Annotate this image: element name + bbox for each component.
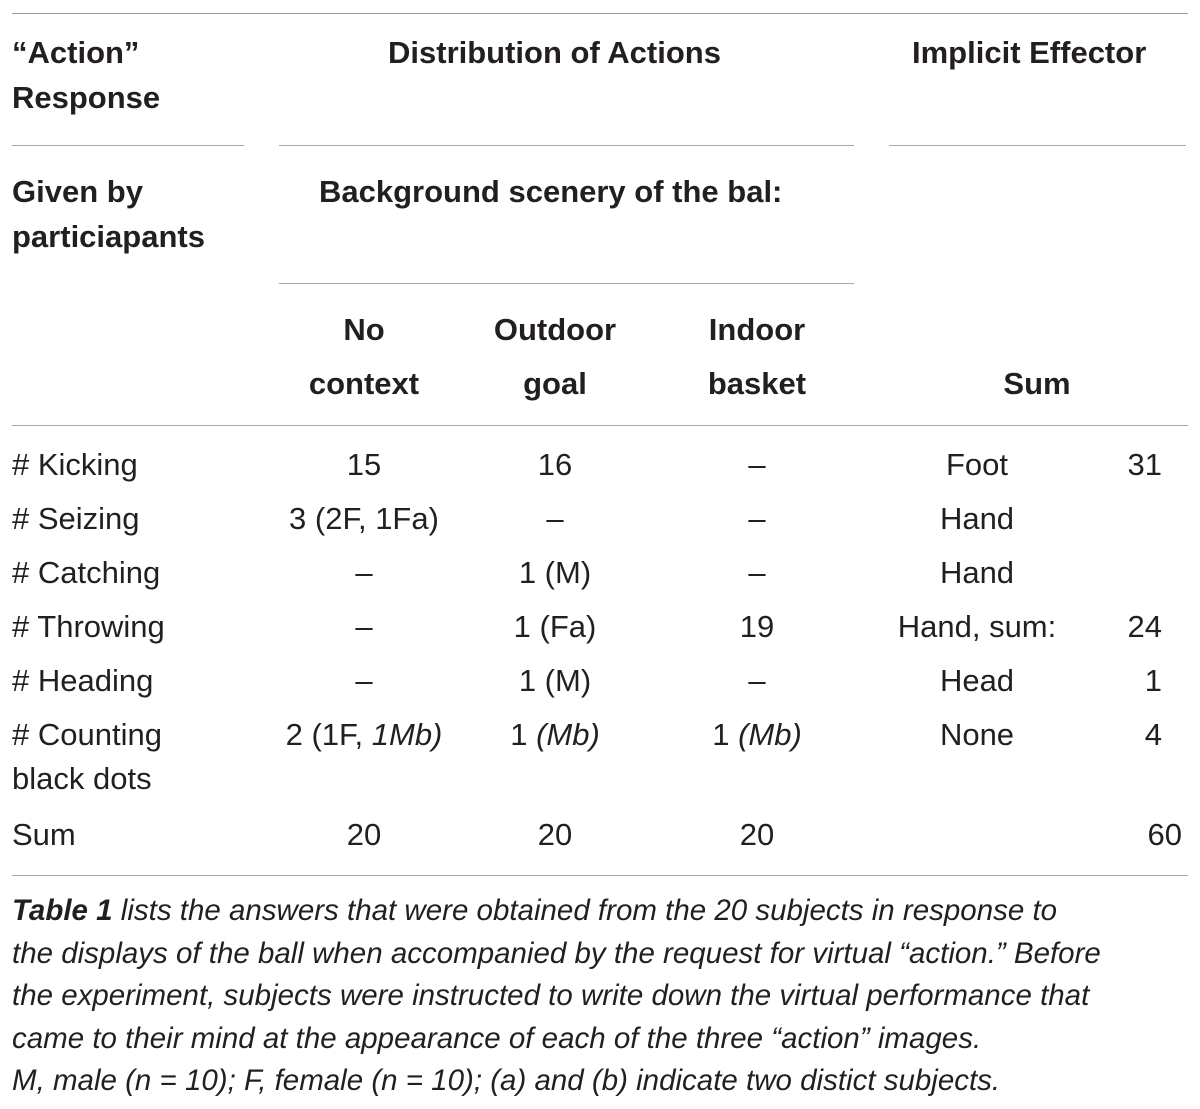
header-no-context-line2: context bbox=[308, 366, 420, 401]
row-action: # Counting bbox=[12, 717, 162, 752]
table-bottom-rule bbox=[12, 875, 1188, 876]
row-effector: None bbox=[939, 717, 1015, 752]
row-outdoor: 20 bbox=[537, 817, 573, 852]
caption-table-ref: Table 1 bbox=[12, 894, 113, 927]
header-action-line2: Response bbox=[12, 80, 161, 115]
header-distribution: Distribution of Actions bbox=[388, 35, 721, 70]
header-given-line2: particiapants bbox=[12, 219, 205, 254]
row-indoor: – bbox=[748, 555, 766, 590]
row-outdoor: 1 (Fa) bbox=[513, 609, 597, 644]
row-indoor-italic: (Mb) bbox=[738, 717, 802, 752]
row-no-context-italic: 1Mb) bbox=[371, 717, 443, 752]
row-action: # Seizing bbox=[12, 501, 140, 536]
header-no-context-line1: No bbox=[343, 312, 385, 347]
row-no-context: – bbox=[355, 663, 373, 698]
header-rule-effector bbox=[889, 145, 1186, 146]
header-background: Background scenery of the bal: bbox=[319, 174, 783, 209]
caption-line: came to their mind at the appearance of each of the three “action” images. bbox=[12, 1021, 982, 1055]
row-no-context: – bbox=[355, 609, 373, 644]
row-no-context: – bbox=[355, 555, 373, 590]
row-action: # Catching bbox=[12, 555, 161, 590]
row-effector: Foot bbox=[945, 447, 1009, 482]
row-effector: Hand bbox=[939, 501, 1015, 536]
row-outdoor: 1 (M) bbox=[518, 663, 592, 698]
header-outdoor-line1: Outdoor bbox=[493, 312, 617, 347]
header-bottom-rule bbox=[12, 425, 1188, 426]
row-sum: 24 bbox=[1127, 609, 1162, 644]
row-sum: 1 bbox=[1144, 663, 1162, 698]
row-outdoor: 1 (M) bbox=[518, 555, 592, 590]
row-no-context bbox=[254, 715, 474, 755]
table-caption bbox=[12, 890, 1192, 1103]
row-no-context-plain: 2 (1F, bbox=[285, 717, 372, 752]
row-indoor: 20 bbox=[739, 817, 775, 852]
row-action-line2: black dots bbox=[12, 761, 152, 796]
header-sum: Sum bbox=[1003, 366, 1071, 401]
row-indoor: – bbox=[748, 663, 766, 698]
row-effector: Head bbox=[939, 663, 1015, 698]
row-no-context: 20 bbox=[346, 817, 382, 852]
caption-line: the experiment, subjects were instructed to write down the virtual performance that bbox=[12, 979, 1090, 1012]
row-indoor: – bbox=[748, 447, 766, 482]
row-sum: 31 bbox=[1127, 447, 1162, 482]
row-outdoor: – bbox=[546, 501, 564, 536]
header-rule-background bbox=[279, 283, 854, 284]
header-given-line1: Given by bbox=[12, 174, 143, 209]
row-no-context: 3 (2F, 1Fa) bbox=[289, 501, 439, 536]
table-top-rule bbox=[12, 13, 1188, 14]
header-indoor-line1: Indoor bbox=[708, 312, 806, 347]
header-rule-col1 bbox=[12, 145, 244, 146]
row-action: # Heading bbox=[12, 663, 154, 698]
row-effector: Hand bbox=[939, 555, 1015, 590]
row-sum: 4 bbox=[1144, 717, 1162, 752]
row-indoor bbox=[657, 715, 857, 755]
row-outdoor-italic: (Mb) bbox=[536, 717, 600, 752]
header-action-line1: “Action” bbox=[12, 35, 140, 70]
caption-line: M, male (n = 10); F, female (n = 10); (a) and (b) indicate two distict subjects. bbox=[12, 1064, 1001, 1097]
row-sum: 60 bbox=[1147, 817, 1182, 852]
header-outdoor-line2: goal bbox=[523, 366, 587, 401]
row-outdoor-plain: 1 bbox=[510, 717, 537, 752]
row-indoor: 19 bbox=[739, 609, 775, 644]
row-effector: Hand, sum: bbox=[897, 609, 1057, 644]
row-action: # Throwing bbox=[12, 609, 165, 644]
row-indoor: – bbox=[748, 501, 766, 536]
row-action: Sum bbox=[12, 817, 76, 852]
row-outdoor: 16 bbox=[537, 447, 573, 482]
row-no-context: 15 bbox=[346, 447, 382, 482]
caption-text: lists the answers that were obtained from the 20 subjects in response to bbox=[112, 894, 1058, 927]
row-indoor-plain: 1 bbox=[712, 717, 739, 752]
header-rule-distribution bbox=[279, 145, 854, 146]
caption-line bbox=[12, 890, 1192, 933]
header-indoor-line2: basket bbox=[707, 366, 807, 401]
row-action: # Kicking bbox=[12, 447, 138, 482]
caption-line: the displays of the ball when accompanied by the request for virtual “action.” Before bbox=[12, 936, 1101, 970]
row-outdoor bbox=[455, 715, 655, 755]
header-implicit-effector: Implicit Effector bbox=[912, 35, 1147, 70]
